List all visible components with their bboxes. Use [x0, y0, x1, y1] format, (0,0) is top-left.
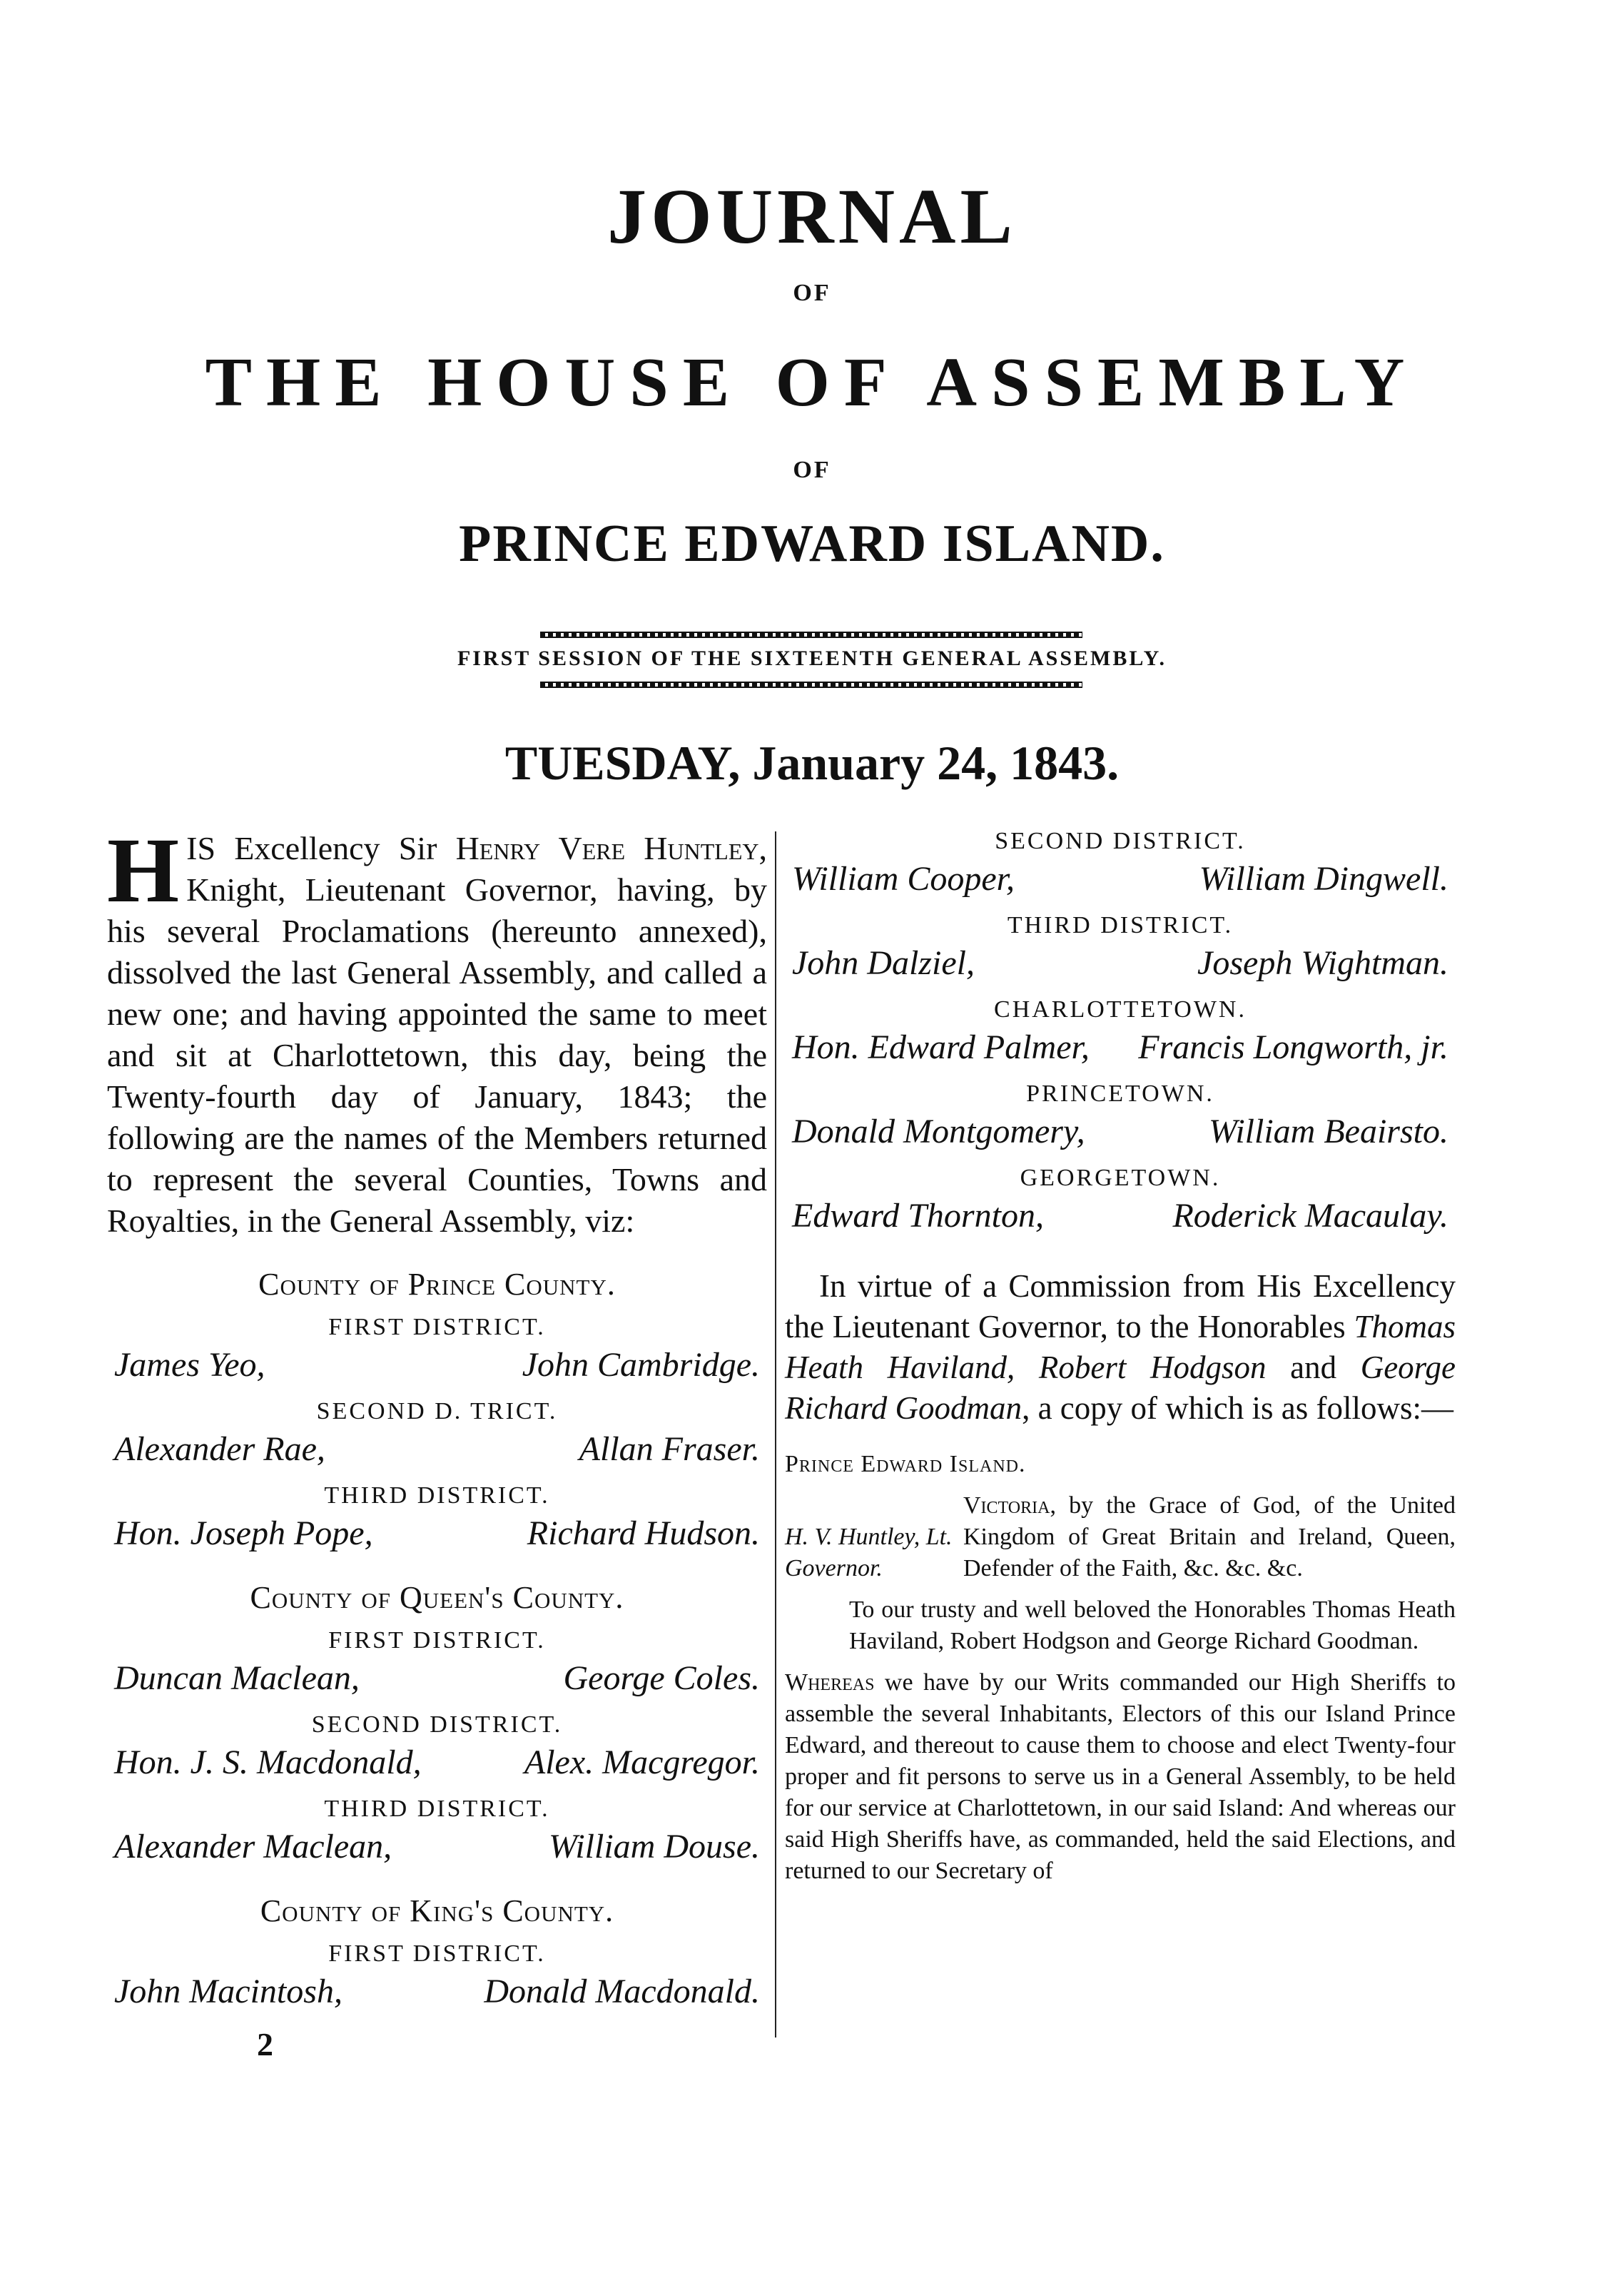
intro-lead: IS Excellency Sir — [186, 830, 456, 866]
commission-names-1: Thomas Heath Haviland, Robert Hodgson — [785, 1309, 1456, 1385]
column-divider — [775, 831, 776, 2037]
member-name: John Cambridge. — [522, 1346, 760, 1384]
victoria-lead: Victoria — [963, 1492, 1050, 1519]
member-row — [107, 1428, 767, 1471]
district-heading: CHARLOTTETOWN. — [994, 996, 1247, 1023]
member-name: Roderick Macaulay. — [1172, 1197, 1448, 1235]
member-name: Allan Fraser. — [579, 1430, 760, 1468]
member-row — [107, 1826, 767, 1868]
victoria-text — [963, 1490, 1456, 1584]
member-name: Joseph Wightman. — [1197, 944, 1448, 982]
drop-cap: H — [107, 819, 180, 922]
member-row — [107, 1512, 767, 1555]
district-heading: FIRST DISTRICT. — [328, 1940, 546, 1967]
right-member-list — [785, 828, 1456, 1237]
proclamation-victoria — [785, 1490, 1456, 1584]
member-row — [107, 1970, 767, 2013]
member-name: George Coles. — [563, 1659, 760, 1697]
member-name: Hon. J. S. Macdonald, — [114, 1743, 422, 1781]
date-heading: TUESDAY, January 24, 1843. — [504, 736, 1120, 790]
commission-names-2: George Richard Goodman — [785, 1350, 1456, 1426]
member-name: William Beairsto. — [1209, 1113, 1448, 1150]
member-row — [107, 1344, 767, 1387]
member-name: Hon. Edward Palmer, — [792, 1028, 1090, 1066]
left-column — [107, 819, 767, 2013]
district-heading: FIRST DISTRICT. — [328, 1314, 546, 1340]
district-heading: PRINCETOWN. — [1026, 1080, 1214, 1107]
member-name: Francis Longworth, jr. — [1138, 1028, 1448, 1066]
governor-signature: H. V. Huntley, Lt. Governor. — [785, 1524, 953, 1581]
member-name: William Cooper, — [792, 860, 1015, 898]
county-heading: County of Queen's County. — [250, 1580, 624, 1615]
member-name: John Macintosh, — [114, 1973, 342, 2010]
member-name: William Dingwell. — [1199, 860, 1448, 898]
journal-title: JOURNAL — [607, 173, 1017, 260]
member-row — [785, 942, 1456, 985]
member-name: Hon. Joseph Pope, — [114, 1514, 373, 1552]
commission-text-a: In virtue of a Commission from His Excellency the Lieutenant Governor, to the Honorables — [785, 1268, 1456, 1345]
district-heading: SECOND DISTRICT. — [995, 828, 1246, 854]
district-heading: SECOND D. TRICT. — [316, 1398, 558, 1424]
commission-text-c: , a copy of which is as follows:— — [1022, 1390, 1453, 1426]
ornamental-rule-bottom — [540, 682, 1082, 688]
member-row — [785, 858, 1456, 901]
member-name: Richard Hudson. — [527, 1514, 760, 1552]
ornamental-rule-top — [540, 632, 1082, 638]
page-number: 2 — [257, 2026, 273, 2062]
proclamation-heading: Prince Edward Island. — [785, 1451, 1026, 1477]
county-heading: County of Prince County. — [258, 1267, 616, 1302]
island-title: PRINCE EDWARD ISLAND. — [459, 515, 1165, 573]
whereas-body: we have by our Writs commanded our High Sheriffs to assemble the several Inhabitants, Electors of this our Island Prince Edward, and thereout to cause them to choose and elect Twenty-four proper and fit persons to serve us in a General Assembly, to be held for our service at Charlottetown, in our said Island: And whereas our said High Sheriffs have, as commanded, held the said Elections, and returned to our Secretary of — [785, 1669, 1456, 1884]
session-subtitle: FIRST SESSION OF THE SIXTEENTH GENERAL ASSEMBLY. — [457, 647, 1167, 670]
proclamation-address: To our trusty and well beloved the Honorables Thomas Heath Haviland, Robert Hodgson and George Richard Goodman. — [849, 1596, 1456, 1654]
member-name: Duncan Maclean, — [114, 1659, 360, 1697]
left-member-list — [107, 1266, 767, 2013]
member-name: Donald Macdonald. — [484, 1973, 760, 2010]
proclamation-whereas — [785, 1667, 1456, 1887]
member-row — [785, 1026, 1456, 1069]
member-name: Alexander Rae, — [114, 1430, 325, 1468]
victoria-body: , by the Grace of God, of the United Kingdom of Great Britain and Ireland, Queen, Defender of the Faith, &c. &c. &c. — [963, 1492, 1456, 1581]
district-heading: THIRD DISTRICT. — [324, 1796, 550, 1822]
member-name: Alexander Maclean, — [114, 1828, 392, 1866]
member-name: James Yeo, — [114, 1346, 265, 1384]
member-name: Edward Thornton, — [792, 1197, 1044, 1235]
district-heading: SECOND DISTRICT. — [311, 1711, 563, 1738]
house-of-assembly-title: THE HOUSE OF ASSEMBLY — [205, 344, 1419, 421]
member-row — [785, 1110, 1456, 1153]
member-name: Alex. Macgregor. — [524, 1743, 760, 1781]
whereas-lead: Whereas — [785, 1669, 875, 1696]
member-row — [785, 1195, 1456, 1237]
district-heading: GEORGETOWN. — [1020, 1165, 1221, 1191]
district-heading: FIRST DISTRICT. — [328, 1627, 546, 1654]
member-name: John Dalziel, — [792, 944, 975, 982]
member-name: Donald Montgomery, — [792, 1113, 1085, 1150]
district-heading: THIRD DISTRICT. — [1007, 912, 1234, 938]
title-of-2: OF — [793, 457, 831, 483]
intro-paragraph — [107, 819, 767, 1242]
district-heading: THIRD DISTRICT. — [324, 1482, 550, 1509]
member-row — [107, 1741, 767, 1784]
right-column — [785, 828, 1456, 1887]
governor-name: Henry Vere Huntley — [455, 830, 759, 866]
county-heading: County of King's County. — [260, 1893, 614, 1928]
title-of-1: OF — [793, 280, 831, 306]
commission-paragraph — [785, 1266, 1456, 1429]
member-name: William Douse. — [549, 1828, 760, 1866]
intro-text: , Knight, Lieutenant Governor, having, by his several Proclamations (hereunto annexed), dissolved the last General Assembly, and called a new one; and having appointed the same to meet and sit at Charlottetown, this day, being the Twenty-fourth day of January, 1843; the following are the names of the Members returned to represent the several Counties, Towns and Royalties, in the General Assembly, viz: — [107, 830, 767, 1239]
commission-text-b: and — [1266, 1350, 1361, 1385]
member-row — [107, 1657, 767, 1700]
